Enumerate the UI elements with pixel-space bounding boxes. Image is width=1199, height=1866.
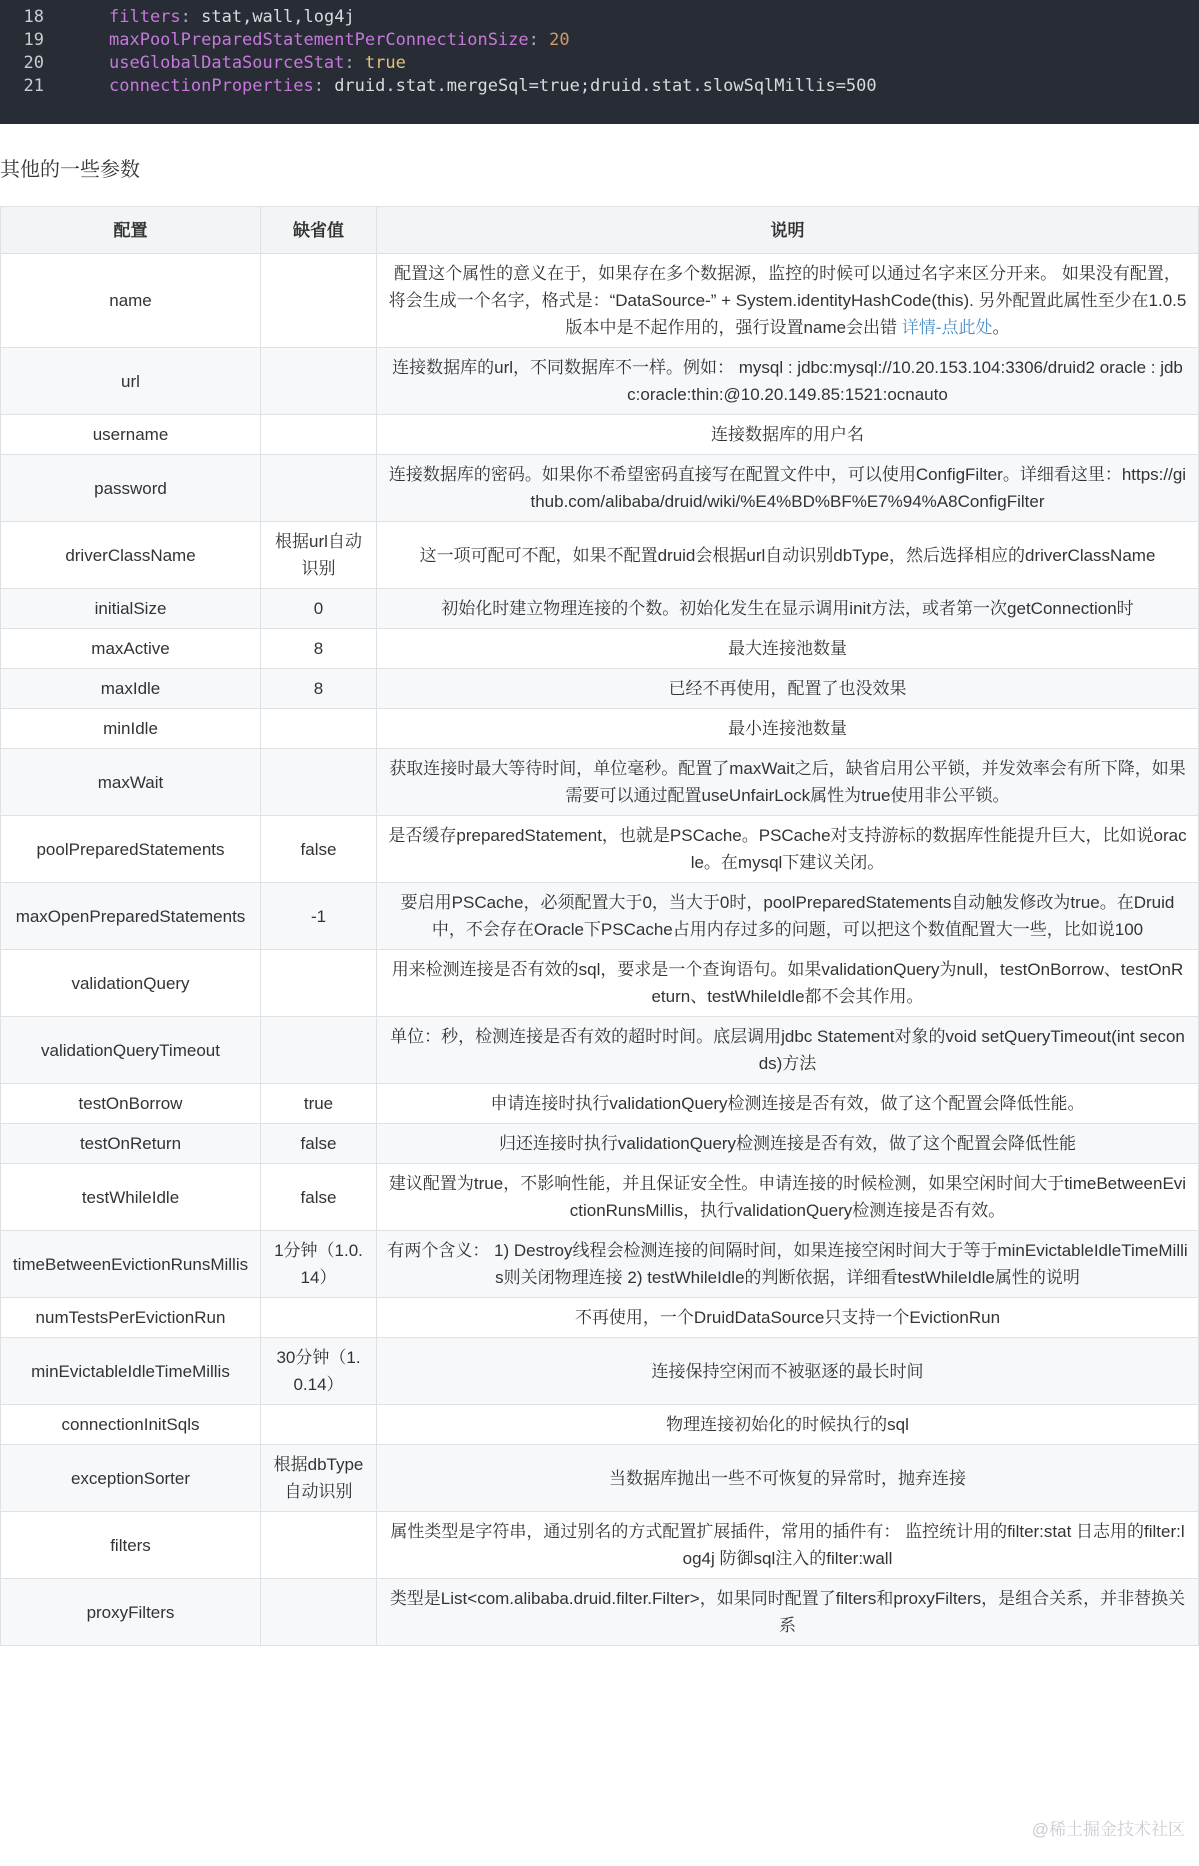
param-default (261, 348, 377, 415)
param-default: false (261, 1164, 377, 1231)
param-name: maxOpenPreparedStatements (1, 883, 261, 950)
header-description: 说明 (377, 207, 1199, 254)
param-default (261, 709, 377, 749)
table-row (1, 254, 1199, 348)
table-row (1, 348, 1199, 415)
header-default: 缺省值 (261, 207, 377, 254)
section-title: 其他的一些参数 (0, 159, 140, 181)
param-name: connectionInitSqls (1, 1405, 261, 1445)
param-description: 连接数据库的用户名 (377, 415, 1199, 455)
param-name: maxActive (1, 629, 261, 669)
param-default (261, 415, 377, 455)
details-link[interactable]: 详情-点此处 (901, 318, 993, 337)
code-colon: : (528, 30, 550, 50)
param-description: 是否缓存preparedStatement，也就是PSCache。PSCache对支持游标的数据库性能提升巨大，比如说oracle。在mysql下建议关闭。 (377, 816, 1199, 883)
table-row (1, 1512, 1199, 1579)
param-name: maxWait (1, 749, 261, 816)
table-row (1, 950, 1199, 1017)
param-name: testWhileIdle (1, 1164, 261, 1231)
line-number: 19 (23, 30, 44, 50)
param-default: 根据url自动识别 (261, 522, 377, 589)
param-default (261, 1405, 377, 1445)
watermark: @稀土掘金技术社区 (1031, 1820, 1185, 1839)
code-value: 20 (549, 30, 570, 50)
param-name: driverClassName (1, 522, 261, 589)
table-row (1, 1084, 1199, 1124)
table-row (1, 1579, 1199, 1646)
param-description: 单位：秒，检测连接是否有效的超时时间。底层调用jdbc Statement对象的void setQueryTimeout(int seconds)方法 (377, 1017, 1199, 1084)
param-description: 申请连接时执行validationQuery检测连接是否有效，做了这个配置会降低性能。 (377, 1084, 1199, 1124)
code-line (0, 73, 877, 100)
table-row (1, 1017, 1199, 1084)
param-description (377, 254, 1199, 348)
table-header-row (1, 207, 1199, 254)
param-name: proxyFilters (1, 1579, 261, 1646)
param-description: 初始化时建立物理连接的个数。初始化发生在显示调用init方法，或者第一次getConnection时 (377, 589, 1199, 629)
line-number: 20 (23, 53, 44, 73)
table-row (1, 1231, 1199, 1298)
line-number: 18 (23, 7, 44, 27)
param-description: 这一项可配可不配，如果不配置druid会根据url自动识别dbType，然后选择相应的driverClassName (377, 522, 1199, 589)
param-default (261, 455, 377, 522)
param-name: poolPreparedStatements (1, 816, 261, 883)
table-row (1, 589, 1199, 629)
table-row (1, 1124, 1199, 1164)
param-description: 连接数据库的url，不同数据库不一样。例如： mysql : jdbc:mysql://10.20.153.104:3306/druid2 oracle : jdbc:oracle:thin:@10.20.149.85:1521:ocnauto (377, 348, 1199, 415)
param-description: 不再使用，一个DruidDataSource只支持一个EvictionRun (377, 1298, 1199, 1338)
code-key: filters (109, 7, 181, 27)
param-default (261, 1512, 377, 1579)
param-description: 建议配置为true，不影响性能，并且保证安全性。申请连接的时候检测，如果空闲时间大于timeBetweenEvictionRunsMillis，执行validationQuery检测连接是否有效。 (377, 1164, 1199, 1231)
param-name: validationQueryTimeout (1, 1017, 261, 1084)
param-name: minIdle (1, 709, 261, 749)
param-name: maxIdle (1, 669, 261, 709)
code-key: maxPoolPreparedStatementPerConnectionSize (109, 30, 529, 50)
param-name: minEvictableIdleTimeMillis (1, 1338, 261, 1405)
param-name: testOnBorrow (1, 1084, 261, 1124)
table-row (1, 709, 1199, 749)
param-default: 1分钟（1.0.14） (261, 1231, 377, 1298)
param-default: false (261, 816, 377, 883)
param-default: -1 (261, 883, 377, 950)
param-name: exceptionSorter (1, 1445, 261, 1512)
table-body (1, 254, 1199, 1646)
table-row (1, 522, 1199, 589)
param-default (261, 1017, 377, 1084)
param-default (261, 749, 377, 816)
param-default (261, 254, 377, 348)
param-description: 连接数据库的密码。如果你不希望密码直接写在配置文件中，可以使用ConfigFilter。详细看这里：https://github.com/alibaba/druid/wiki/%E4%BD%BF%E7%94%A8ConfigFilter (377, 455, 1199, 522)
param-description: 属性类型是字符串，通过别名的方式配置扩展插件，常用的插件有： 监控统计用的filter:stat 日志用的filter:log4j 防御sql注入的filter:wall (377, 1512, 1199, 1579)
param-default (261, 950, 377, 1017)
param-description: 已经不再使用，配置了也没效果 (377, 669, 1199, 709)
param-description: 获取连接时最大等待时间，单位毫秒。配置了maxWait之后，缺省启用公平锁，并发效率会有所下降，如果需要可以通过配置useUnfairLock属性为true使用非公平锁。 (377, 749, 1199, 816)
table-row (1, 415, 1199, 455)
param-default: 30分钟（1.0.14） (261, 1338, 377, 1405)
params-table (0, 206, 1199, 1646)
code-block (0, 0, 1199, 124)
param-default: 8 (261, 629, 377, 669)
param-description: 归还连接时执行validationQuery检测连接是否有效，做了这个配置会降低性能 (377, 1124, 1199, 1164)
param-name: name (1, 254, 261, 348)
param-name: timeBetweenEvictionRunsMillis (1, 1231, 261, 1298)
param-description: 要启用PSCache，必须配置大于0，当大于0时，poolPreparedStatements自动触发修改为true。在Druid中，不会存在Oracle下PSCache占用内存过多的问题，可以把这个数值配置大一些，比如说100 (377, 883, 1199, 950)
code-key: useGlobalDataSourceStat (109, 53, 345, 73)
param-description: 物理连接初始化的时候执行的sql (377, 1405, 1199, 1445)
param-default: 0 (261, 589, 377, 629)
param-name: url (1, 348, 261, 415)
table-row (1, 1164, 1199, 1231)
code-colon: : (313, 76, 335, 96)
param-description: 连接保持空闲而不被驱逐的最长时间 (377, 1338, 1199, 1405)
param-description: 有两个含义： 1) Destroy线程会检测连接的间隔时间，如果连接空闲时间大于等于minEvictableIdleTimeMillis则关闭物理连接 2) testWhileIdle的判断依据，详细看testWhileIdle属性的说明 (377, 1231, 1199, 1298)
param-name: numTestsPerEvictionRun (1, 1298, 261, 1338)
code-colon: : (344, 53, 365, 73)
table-row (1, 749, 1199, 816)
param-default: 8 (261, 669, 377, 709)
code-key: connectionProperties (109, 76, 314, 96)
table-row (1, 455, 1199, 522)
description-tail: 。 (992, 318, 1010, 337)
param-description: 最小连接池数量 (377, 709, 1199, 749)
param-name: username (1, 415, 261, 455)
table-row (1, 669, 1199, 709)
param-default: false (261, 1124, 377, 1164)
param-description: 当数据库抛出一些不可恢复的异常时，抛弃连接 (377, 1445, 1199, 1512)
param-default: true (261, 1084, 377, 1124)
param-description: 用来检测连接是否有效的sql，要求是一个查询语句。如果validationQuery为null，testOnBorrow、testOnReturn、testWhileIdle都不会其作用。 (377, 950, 1199, 1017)
param-name: validationQuery (1, 950, 261, 1017)
header-config: 配置 (1, 207, 261, 254)
param-name: testOnReturn (1, 1124, 261, 1164)
code-value: true (364, 53, 406, 73)
param-name: filters (1, 1512, 261, 1579)
table-row (1, 1445, 1199, 1512)
description-text: 配置这个属性的意义在于，如果存在多个数据源，监控的时候可以通过名字来区分开来。 如果没有配置，将会生成一个名字，格式是：“DataSource-” + System.identityHashCode(this). 另外配置此属性至少在1.0.5版本中是不起作用的，强行设置name会出错 (388, 264, 1187, 337)
code-value: druid.stat.mergeSql=true;druid.stat.slowSqlMillis=500 (334, 76, 877, 96)
param-name: initialSize (1, 589, 261, 629)
code-colon: : (180, 7, 202, 27)
table-row (1, 816, 1199, 883)
param-description: 类型是List<com.alibaba.druid.filter.Filter>，如果同时配置了filters和proxyFilters，是组合关系，并非替换关系 (377, 1579, 1199, 1646)
table-row (1, 883, 1199, 950)
table-row (1, 1298, 1199, 1338)
line-number: 21 (23, 76, 44, 96)
param-description: 最大连接池数量 (377, 629, 1199, 669)
table-row (1, 1405, 1199, 1445)
param-name: password (1, 455, 261, 522)
param-default (261, 1298, 377, 1338)
param-default: 根据dbType自动识别 (261, 1445, 377, 1512)
table-row (1, 1338, 1199, 1405)
code-value: stat,wall,log4j (201, 7, 355, 27)
param-default (261, 1579, 377, 1646)
table-row (1, 629, 1199, 669)
